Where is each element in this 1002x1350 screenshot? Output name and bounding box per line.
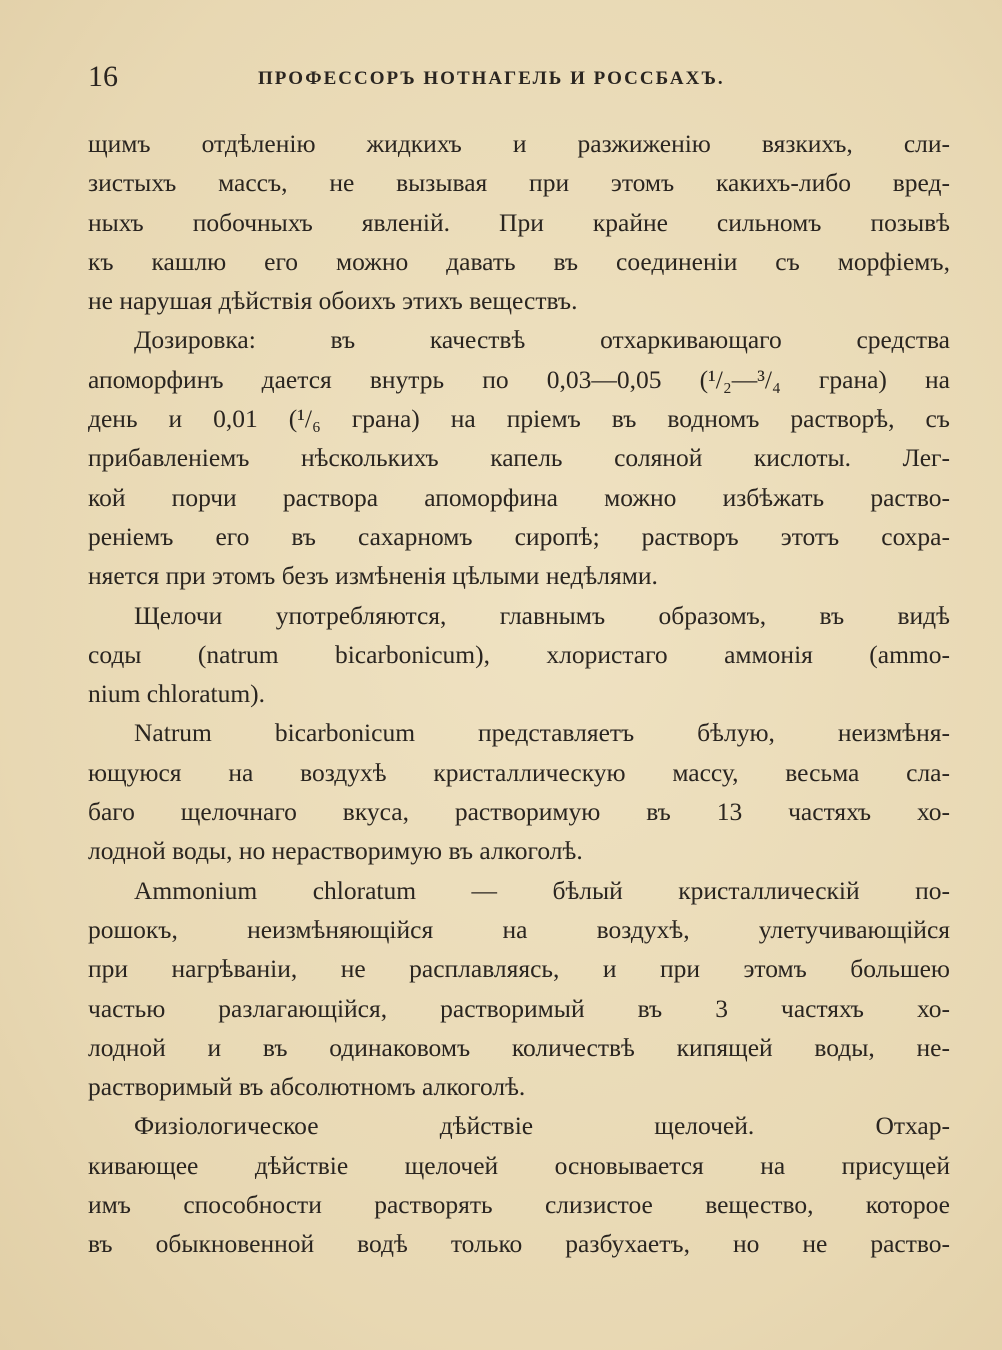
text-line: растворимый въ абсолютномъ алкоголѣ.	[88, 1072, 526, 1102]
paragraph	[88, 596, 950, 714]
text-line: апоморфинъ дается внутрь по 0,03—0,05 (¹/₂—³/₄ грана) на	[88, 364, 950, 394]
text-line: кивающее дѣйствіе щелочей основывается на присущей	[88, 1150, 950, 1180]
text-line: ющуюся на воздухѣ кристаллическую массу, весьма сла-	[88, 757, 950, 787]
text-line: въ обыкновенной водѣ только разбухаетъ, но не раство-	[88, 1229, 950, 1259]
text-line: Дозировка: въ качествѣ отхаркивающаго средства	[134, 325, 950, 355]
running-head: ПРОФЕССОРЪ НОТНАГЕЛЬ И РОССБАХЪ.	[258, 68, 725, 89]
page-number: 16	[88, 60, 118, 93]
paragraph	[88, 871, 950, 1107]
body-text	[88, 124, 950, 1264]
text-line: Ammonium chloratum — бѣлый кристаллическій по-	[134, 875, 950, 905]
paragraph	[88, 124, 950, 320]
paragraph	[88, 320, 950, 595]
text-line: частью разлагающійся, растворимый въ 3 частяхъ хо-	[88, 993, 950, 1023]
text-line: имъ способности растворять слизистое вещество, которое	[88, 1190, 950, 1220]
text-line: рошокъ, неизмѣняющійся на воздухѣ, улетучивающійся	[88, 914, 950, 944]
text-line: лодной и въ одинаковомъ количествѣ кипящей воды, не-	[88, 1032, 950, 1062]
text-line: не нарушая дѣйствія обоихъ этихъ веществъ.	[88, 286, 578, 316]
text-line: лодной воды, но нерастворимую въ алкоголѣ.	[88, 836, 583, 866]
text-line: къ кашлю его можно давать въ соединеніи съ морфіемъ,	[88, 246, 950, 276]
text-line: баго щелочнаго вкуса, растворимую въ 13 частяхъ хо-	[88, 797, 950, 827]
text-line: Физіологическое дѣйствіе щелочей. Отхар-	[134, 1111, 950, 1141]
text-line: день и 0,01 (¹/₆ грана) на пріемъ въ водномъ растворѣ, съ	[88, 404, 950, 434]
text-line: кой порчи раствора апоморфина можно избѣжать раство-	[88, 482, 950, 512]
text-line: няется при этомъ безъ измѣненія цѣлыми недѣлями.	[88, 561, 658, 591]
text-line: Щелочи употребляются, главнымъ образомъ, въ видѣ	[134, 600, 950, 630]
text-line: прибавленіемъ нѣсколькихъ капель соляной кислоты. Лег-	[88, 443, 950, 473]
text-line: зистыхъ массъ, не вызывая при этомъ какихъ-либо вред-	[88, 168, 950, 198]
text-line: при нагрѣваніи, не расплавляясь, и при этомъ большею	[88, 954, 950, 984]
text-line: соды (natrum bicarbonicum), хлористаго аммонія (ammo-	[88, 639, 950, 669]
paragraph	[88, 1106, 950, 1263]
text-line: ныхъ побочныхъ явленій. При крайне сильномъ позывѣ	[88, 207, 950, 237]
text-line: Natrum bicarbonicum представляетъ бѣлую, неизмѣня-	[134, 718, 950, 748]
text-line: реніемъ его въ сахарномъ сиропѣ; растворъ этотъ сохра-	[88, 521, 950, 551]
text-line: щимъ отдѣленію жидкихъ и разжиженію вязкихъ, сли-	[88, 129, 950, 158]
paragraph	[88, 713, 950, 870]
text-line: nium chloratum).	[88, 679, 266, 709]
